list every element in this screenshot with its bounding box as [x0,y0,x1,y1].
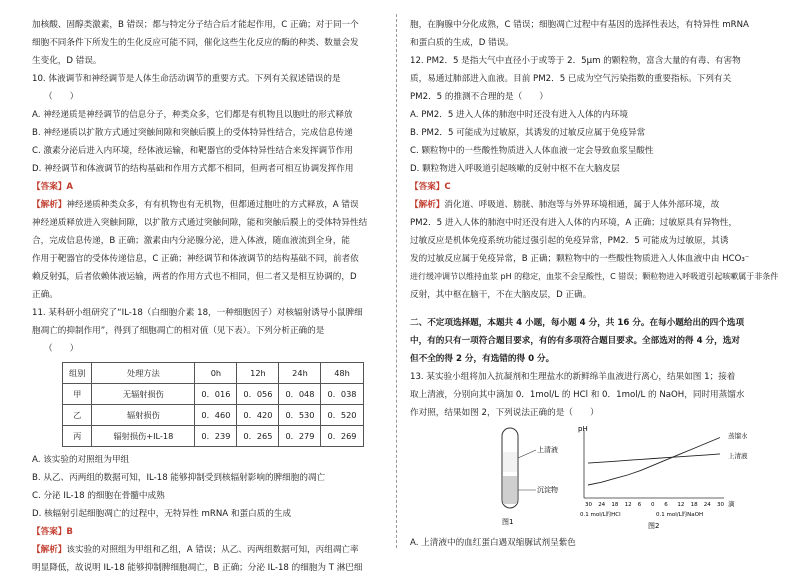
question-12: 12. PM2．5 是指大气中直径小于或等于 2．5μm 的颗粒物，富含大量的有毒、有害物 [410,56,741,66]
table-cell: 甲 [63,384,92,405]
apoptosis-table [62,362,364,447]
option-12-c: C. 颗粒物中的一些酸性物质进入人体血液一定会导致血浆呈酸性 [410,146,654,156]
x-unit-label: 滴 [728,500,735,508]
table-cell: 0．038 [321,384,363,405]
explanation-text: 该实验的对照组为甲组和乙组，A 错误；从乙、丙两组数据可知，丙组凋亡率 [66,545,359,555]
option-10-a: A. 神经递质是神经调节的信息分子，种类众多，它们都是有机物且以胞吐的形式释放 [32,110,353,120]
section-2-heading: 二、不定项选择题，本题共 4 小题，每小题 4 分，共 16 分。在每小题给出的四个选项 [410,318,745,328]
text-line [410,304,765,314]
table-row [63,384,364,405]
series-line-water [588,438,720,486]
right-column [410,16,779,552]
table-cell: 0．520 [321,405,363,426]
x-tick-label: 30 [717,502,724,508]
table-cell: 0．420 [237,405,279,426]
x-tick-labels [585,502,724,508]
text-line: 加核酸、固醇类激素，B 错误；都与特定分子结合后才能起作用，C 正确；对于同一个 [32,20,359,30]
option-10-c: C. 激素分泌后进入内环境，经体液运输，和靶器官的受体特异性结合来发挥调节作用 [32,146,353,156]
text-line: 进行缓冲调节以维持血浆 pH 的稳定，血浆不会呈酸性，C 错误；颗粒物进入呼吸道引起咳嗽属于非条件 [410,272,779,281]
text-line: PM2．5 进入人体的肺泡中时还没有进入人体的内环境，A 正确；过敏原具有异物性， [410,218,738,228]
option-10-b: B. 神经递质以扩散方式通过突触间隙和突触后膜上的受体特异性结合，完成信息传递 [32,128,353,138]
answer-12: 【答案】C [410,182,451,192]
figure-2-caption: 图2 [648,522,660,530]
x-tick-label: 18 [611,502,619,508]
table-header-row [63,363,364,384]
x-tick-label: 24 [598,502,606,508]
question-10-paren: （ ） [44,92,79,102]
option-12-d: D. 颗粒物进入呼吸道引起咳嗽的反射中枢不在大脑皮层 [410,164,620,174]
column-divider [396,14,397,548]
table-cell: 丙 [63,426,92,447]
question-11: 11. 某科研小组研究了“IL-18（白细胞介素 18，一种细胞因子）对核辐射诱导小鼠脾细 [32,308,363,318]
text-line: 和蛋白质的生成，D 错误。 [410,38,514,48]
explanation-tag: 【解析】 [32,545,67,555]
table-cell: 0．239 [195,426,237,447]
table-row [63,426,364,447]
option-11-c: C. 分泌 IL-18 的细胞在骨髓中成熟 [32,491,165,501]
text-line: 但不全的得 2 分，有选错的得 0 分。 [410,354,555,364]
text-line: 作用于靶器官的受体传递信息，C 正确；神经调节和体液调节的结构基础不同，前者依 [32,254,359,264]
explanation-text: 消化道、呼吸道、膀胱、肺泡等与外界环境相通，属于人体外部环境，故 [444,200,720,210]
text-line: 赖反射弧，后者依赖体液运输，两者的作用方式也不相同，但二者又是相互协调的，D [32,272,357,282]
explanation-text: 神经递质种类众多，有有机物也有无机物，但都通过胞吐的方式释放，A 错误 [66,200,359,210]
table-cell: 0．530 [279,405,321,426]
x-tick-label: 18 [690,502,698,508]
table-cell: 乙 [63,405,92,426]
figure-2-ph-chart [570,424,770,532]
table-header: 48h [321,363,363,384]
x-right-label: 0.1 mol/L的NaOH [656,512,704,518]
legend-water: 蒸馏水 [728,432,748,440]
text-line: 反射，其中枢在脑干，不在大脑皮层，D 正确。 [410,290,592,300]
x-tick-label: 6 [664,502,668,508]
option-13-a: A. 上清液中的血红蛋白遇双缩脲试剂呈紫色 [410,538,576,548]
answer-11: 【答案】B [32,527,73,537]
text-line: 过敏反应是机体免疫系统功能过强引起的免疫异常，PM2．5 可能成为过敏原，其诱 [410,236,729,246]
table-cell: 辐射损伤+IL-18 [92,426,195,447]
left-column [32,16,387,577]
table-cell: 无辐射损伤 [92,384,195,405]
question-11-paren: （ ） [44,344,79,354]
text-line: PM2．5 的推测不合理的是（ ） [410,92,548,102]
explanation-11 [32,541,387,559]
option-12-b: B. PM2．5 可能成为过敏原，其诱发的过敏反应属于免疫异常 [410,128,646,138]
x-tick-label: 6 [637,502,642,508]
y-axis-label: pH [578,425,588,433]
answer-10: 【答案】A [32,182,74,192]
figures-13 [410,424,765,534]
table-header: 处理方法 [92,363,195,384]
x-tick-label: 0 [651,502,655,508]
table-cell: 辐射损伤 [92,405,195,426]
pointer-line [518,450,536,458]
x-tick-label: 30 [585,502,592,508]
text-line: 合，完成信息传递，B 正确；激素由内分泌腺分泌，进入体液，随血液流到全身，能 [32,236,351,246]
text-line: 胞凋亡的抑制作用”，得到了细胞凋亡的相对值（见下表）。下列分析正确的是 [32,326,325,336]
table-cell: 0．048 [279,384,321,405]
option-11-b: B. 从乙、丙两组的数据可知，IL-18 能够抑制受到核辐射影响的脾细胞的凋亡 [32,473,326,483]
series-line-supernatant [588,454,720,463]
text-line: 作对照，结果如图 2，下列说法正确的是（ ） [410,408,599,418]
question-10: 10. 体液调节和神经调节是人体生命活动调节的重要方式。下列有关叙述错误的是 [32,74,341,84]
explanation-12 [410,196,765,214]
x-left-label: 0.1 mol/L的HCl [580,512,621,518]
text-line: 取上清液，分别向其中滴加 0．1mol/L 的 HCl 和 0．1mol/L 的 NaOH，同时用蒸馏水 [410,390,745,400]
figure-1-caption: 图1 [502,518,514,526]
table-cell: 0．056 [237,384,279,405]
table-cell: 0．460 [195,405,237,426]
table-header: 24h [279,363,321,384]
table-row [63,405,364,426]
explanation-tag: 【解析】 [32,200,67,210]
option-12-a: A. PM2．5 进入人体的肺泡中时还没有进入人体的内环境 [410,110,628,120]
explanation-tag: 【解析】 [410,200,445,210]
text-line: 细胞不同条件下所发生的生化反应可能不同，催化这些生化反应的酶的种类、数量会发 [32,38,359,48]
table-cell: 0．279 [279,426,321,447]
label-sediment: 沉淀物 [537,486,558,494]
supernatant-layer [503,452,517,472]
table-header: 组别 [63,363,92,384]
text-line: 正确。 [32,290,58,300]
label-supernatant: 上清液 [537,446,558,454]
text-line: 明显降低，故说明 IL-18 能够抑制脾细胞凋亡，B 正确；分泌 IL-18 的细胞为 T 淋巴细 [32,563,363,573]
legend-supernatant: 上清液 [728,452,748,460]
question-13: 13. 某实验小组将加入抗凝剂和生理盐水的新鲜绵羊血液进行离心，结果如图 1；接着 [410,372,736,382]
sediment-layer [503,476,517,504]
table-cell: 0．265 [237,426,279,447]
text-line: 发的过敏反应属于免疫异常，B 正确；颗粒物中的一些酸性物质进入人体血液中由 HCO₃⁻ [410,254,750,264]
option-10-d: D. 神经调节和体液调节的结构基础和作用方式都不相同，但两者可相互协调发挥作用 [32,164,354,174]
x-tick-label: 12 [624,502,632,508]
table-header: 12h [237,363,279,384]
option-11-d: D. 核辐射引起细胞凋亡的过程中，无特异性 mRNA 和蛋白质的生成 [32,509,292,519]
text-line: 中，有的只有一项符合题目要求，有的有多项符合题目要求。全部选对的得 4 分，选对 [410,336,740,346]
x-tick-label: 24 [703,502,711,508]
table-cell: 0．016 [195,384,237,405]
text-line: 生变化，D 错误。 [32,56,102,66]
x-tick-label: 12 [677,502,685,508]
text-line: 神经递质释放进入突触间隙，以扩散方式通过突触间隙，能和突触后膜上的受体特异性结 [32,218,368,228]
option-11-a: A. 该实验的对照组为甲组 [32,455,130,465]
table-cell: 0．269 [321,426,363,447]
figure-1-test-tube [480,424,570,532]
table-header: 0h [195,363,237,384]
explanation-10 [32,196,387,214]
text-line: 胞，在胸腺中分化成熟，C 错误；细胞凋亡过程中有基因的选择性表达，有特异性 mRNA [410,20,749,30]
text-line: 质，易通过肺部进入血液。目前 PM2．5 已成为空气污染指数的重要指标。下列有关 [410,74,732,84]
